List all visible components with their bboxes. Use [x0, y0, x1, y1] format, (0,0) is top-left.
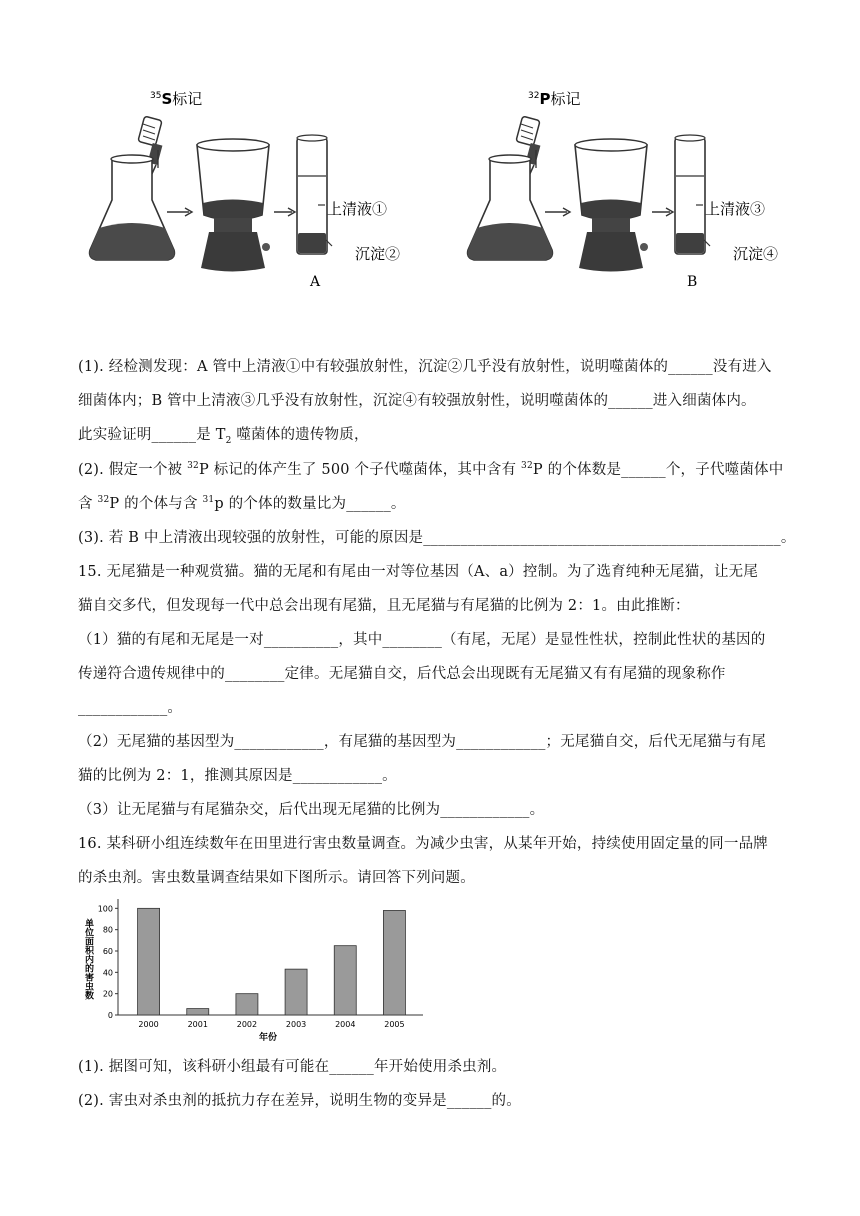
- q15-1-line2: 传递符合遗传规律中的________定律。无尾猫自交，后代总会出现既有无尾猫又有有尾猫的现象称作: [78, 666, 726, 682]
- q15-line1: 15. 无尾猫是一种观赏猫。猫的无尾和有尾由一对等位基因（A、a）控制。为了选育纯种无尾猫，让无尾: [78, 564, 759, 580]
- q14-2-sup3: 32: [97, 495, 110, 506]
- q15-1-line1: （1）猫的有尾和无尾是一对__________，其中________（有尾，无尾）是显性性状，控制此性状的基因的: [78, 632, 766, 648]
- q14-1-line3-sub: 2: [225, 435, 232, 446]
- q15-1-line3: ____________。: [78, 700, 183, 716]
- q16-line2: 的杀虫剂。害虫数量调查结果如下图所示。请回答下列问题。: [78, 870, 475, 886]
- q14-1-line3: [78, 423, 788, 446]
- q14-1-line3-b: 噬菌体的遗传物质，: [231, 427, 369, 443]
- blender-a-icon: [197, 139, 270, 272]
- setup-b: [468, 90, 778, 290]
- q14-2-a: (2). 假定一个被: [78, 462, 188, 478]
- y-tick-label: 60: [102, 947, 113, 956]
- setup-b-label: B: [687, 274, 698, 290]
- q14-1-line2: 细菌体内；B 管中上清液③几乎没有放射性，沉淀④有较强放射性，说明噬菌体的______进入细菌体内。: [78, 393, 756, 409]
- tube-a-top-label: 上清液①: [327, 200, 388, 218]
- tube-b-top-label: 上清液③: [705, 200, 766, 218]
- x-axis-label: 年份: [258, 1033, 278, 1043]
- svg-text:32P标记: [528, 90, 580, 108]
- isotope-b-mass: 32: [528, 91, 540, 101]
- pest-bar-chart: [78, 895, 428, 1045]
- y-axis-label: 单位面积内的害虫数: [83, 918, 93, 1000]
- q14-2-e: P 的个体与含: [109, 496, 203, 512]
- y-tick-label: 0: [107, 1011, 113, 1020]
- q14-2-f: p 的个体的数量比为______。: [214, 496, 406, 512]
- q15-2-line2: 猫的比例为 2：1，推测其原因是____________。: [78, 768, 397, 784]
- blender-b-icon: [575, 139, 648, 272]
- y-tick-label: 20: [102, 989, 113, 999]
- q14-2-sup1: 32: [187, 461, 199, 472]
- setup-a-label: A: [310, 274, 321, 290]
- bar-2001: [187, 1009, 209, 1015]
- isotope-a-mass: 35: [150, 91, 162, 101]
- q14-2-c: P 的个体数是______个，子代噬菌体中: [532, 462, 784, 478]
- x-tick-label: 2002: [236, 1020, 258, 1029]
- svg-text:35S标记: [150, 90, 202, 108]
- label-a: 标记: [172, 90, 203, 108]
- q14-2-sup4: 31: [202, 495, 215, 506]
- tube-a-bottom-label: 沉淀②: [355, 245, 401, 263]
- isotope-b-element: P: [539, 90, 551, 108]
- tube-a-icon: [297, 135, 327, 254]
- y-tick-label: 80: [102, 925, 113, 935]
- q14-1-line3-a: 此实验证明______是 T: [78, 427, 226, 443]
- tube-b-icon: [675, 135, 705, 254]
- flask-a-icon: [90, 150, 175, 260]
- x-tick-label: 2005: [384, 1020, 405, 1029]
- y-tick-label: 40: [102, 968, 113, 978]
- x-tick-label: 2001: [187, 1020, 208, 1029]
- bar-2003: [285, 969, 307, 1015]
- q15-2-line1: （2）无尾猫的基因型为____________，有尾猫的基因型为____________；无尾猫自交，后代无尾猫与有尾: [78, 734, 767, 750]
- q16-2-line: (2). 害虫对杀虫剂的抵抗力存在差异，说明生物的变异是______的。: [78, 1093, 521, 1109]
- q16-1-line: (1). 据图可知，该科研小组最有可能在______年开始使用杀虫剂。: [78, 1059, 507, 1075]
- x-tick-label: 2000: [138, 1020, 159, 1029]
- q14-1-line1: (1). 经检测发现：A 管中上清液①中有较强放射性，沉淀②几乎没有放射性，说明噬菌体的______没有进入: [78, 359, 772, 375]
- flask-b-icon: [468, 150, 553, 260]
- bar-2004: [334, 946, 356, 1015]
- bar-2000: [138, 908, 160, 1015]
- q15-line2: 猫自交多代，但发现每一代中总会出现有尾猫，且无尾猫与有尾猫的比例为 2：1。由此推断：: [78, 598, 690, 614]
- experiment-figure: [0, 0, 860, 320]
- q14-2-line1: [78, 458, 788, 479]
- q14-2-sup2: 32: [521, 461, 533, 472]
- q14-2-d: 含: [78, 496, 98, 512]
- y-tick-label: 100: [97, 904, 113, 914]
- bar-2005: [383, 910, 405, 1015]
- x-tick-label: 2004: [335, 1020, 356, 1029]
- q14-3-line: (3). 若 B 中上清液出现较强的放射性，可能的原因是________________________________________________。: [78, 530, 796, 546]
- label-b: 标记: [550, 90, 581, 108]
- bar-2002: [236, 994, 258, 1015]
- setup-a: [90, 90, 400, 290]
- x-tick-label: 2003: [285, 1020, 307, 1029]
- q14-2-b: P 标记的体产生了 500 个子代噬菌体，其中含有: [198, 462, 522, 478]
- q16-line1: 16. 某科研小组连续数年在田里进行害虫数量调查。为减少虫害，从某年开始，持续使用固定量的同一品牌: [78, 836, 768, 852]
- isotope-a-element: S: [161, 90, 173, 108]
- q15-3-line: （3）让无尾猫与有尾猫杂交，后代出现无尾猫的比例为____________。: [78, 802, 545, 818]
- q14-2-line2: [78, 492, 788, 513]
- tube-b-bottom-label: 沉淀④: [733, 245, 779, 263]
